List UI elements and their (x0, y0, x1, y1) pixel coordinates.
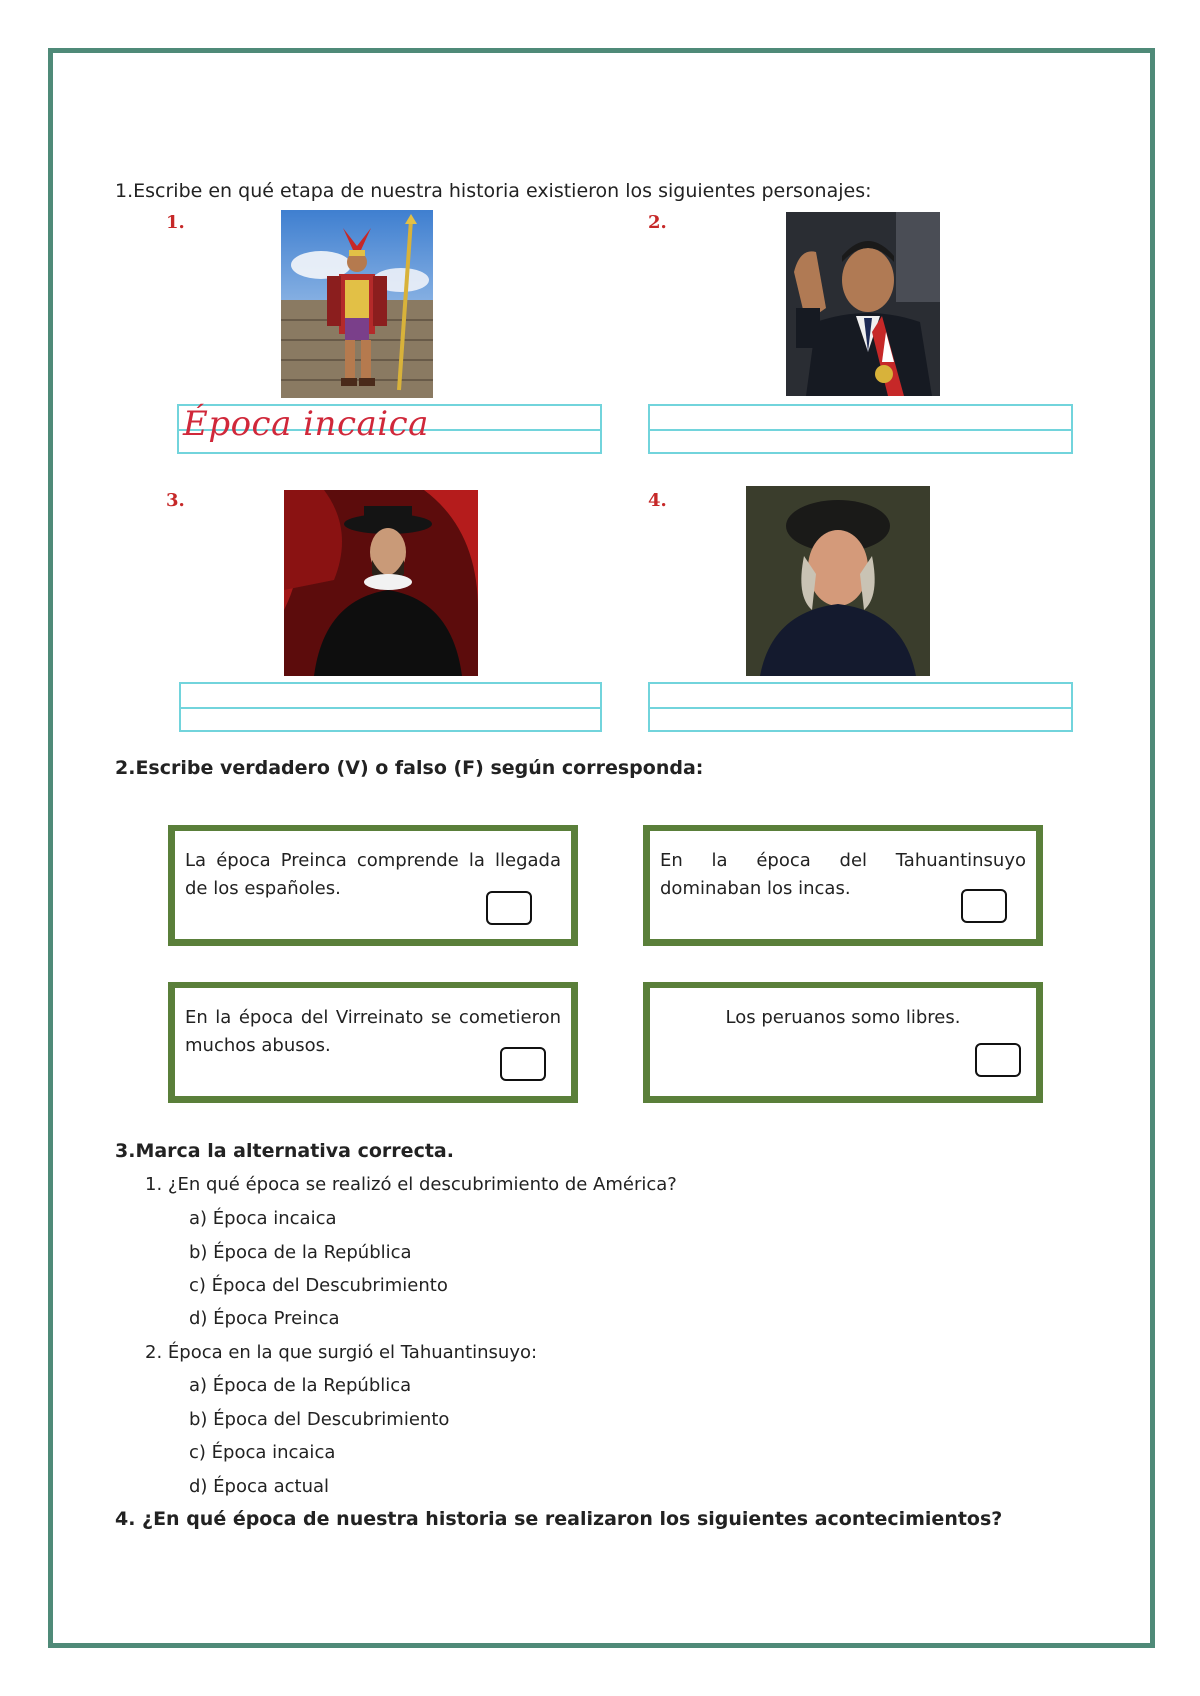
q1-title: 1.Escribe en qué etapa de nuestra historia existieron los siguientes personajes: (115, 180, 872, 202)
tf-card-4-text: Los peruanos somo libres. (725, 1007, 961, 1028)
q1-item-1-number: 1. (166, 212, 185, 233)
q2-title: 2.Escribe verdadero (V) o falso (F) según corresponda: (115, 757, 704, 779)
tf-card-1 (168, 825, 578, 946)
tf-card-3 (168, 982, 578, 1103)
tf-card-2-answer-box[interactable] (961, 889, 1007, 923)
q3-q2-option-c[interactable]: c) Época incaica (189, 1442, 336, 1463)
q3-q1-option-b[interactable]: b) Época de la República (189, 1242, 412, 1263)
q1-item-2-answer-box[interactable] (648, 404, 1073, 454)
q1-item-4-number: 4. (648, 490, 667, 511)
q3-q2-option-a[interactable]: a) Época de la República (189, 1375, 412, 1396)
tf-card-2-text: En la época del Tahuantinsuyo dominaban los incas. (660, 850, 1026, 899)
q3-q2-option-d[interactable]: d) Época actual (189, 1476, 330, 1497)
q1-item-2-number: 2. (648, 212, 667, 233)
tf-card-1-answer-box[interactable] (486, 891, 532, 925)
q1-item-1-answer-text: Época incaica (183, 404, 429, 444)
tf-card-3-text: En la época del Virreinato se cometieron muchos abusos. (185, 1007, 561, 1056)
tf-card-1-text: La época Preinca comprende la llegada de los españoles. (185, 850, 561, 899)
q3-q2-option-b[interactable]: b) Época del Descubrimiento (189, 1409, 450, 1430)
q3-question-1: 1. ¿En qué época se realizó el descubrimiento de América? (145, 1174, 677, 1195)
q3-question-2: 2. Época en la que surgió el Tahuantinsuyo: (145, 1342, 538, 1363)
president-image (786, 212, 940, 396)
q3-title: 3.Marca la alternativa correcta. (115, 1140, 454, 1162)
q1-item-3-answer-box[interactable] (179, 682, 602, 732)
tf-card-2 (643, 825, 1043, 946)
tf-card-4 (643, 982, 1043, 1103)
q3-q1-option-c[interactable]: c) Época del Descubrimiento (189, 1275, 448, 1296)
tf-card-3-answer-box[interactable] (500, 1047, 546, 1081)
tf-card-4-answer-box[interactable] (975, 1043, 1021, 1077)
q1-item-3-number: 3. (166, 490, 185, 511)
q1-item-1-answer-box[interactable] (177, 404, 602, 454)
q3-q1-option-a[interactable]: a) Época incaica (189, 1208, 337, 1229)
inca-emperor-image (281, 210, 433, 398)
viceroy-portrait-image (284, 490, 478, 676)
q1-item-4-answer-box[interactable] (648, 682, 1073, 732)
columbus-portrait-image (746, 486, 930, 676)
q4-title: 4. ¿En qué época de nuestra historia se realizaron los siguientes acontecimientos? (115, 1508, 1003, 1530)
q3-q1-option-d[interactable]: d) Época Preinca (189, 1308, 340, 1329)
